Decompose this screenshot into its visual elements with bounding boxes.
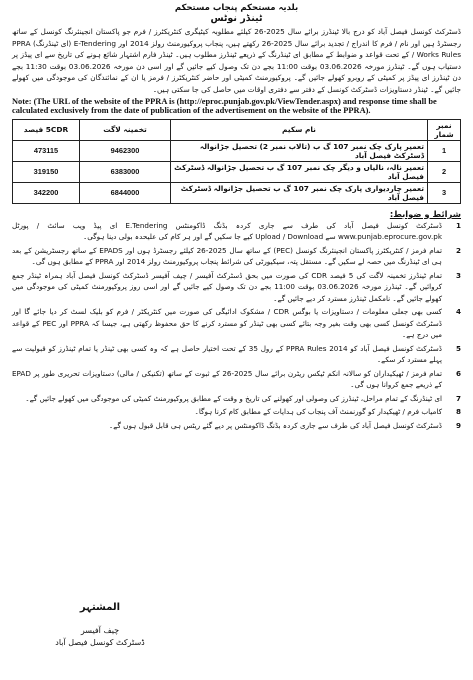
intro-paragraph: ڈسٹرکٹ کونسل فیصل آباد کو درج بالا ٹینڈرز برائے سال 2025-26 کیلئے مطلوبہ کیٹیگری کنٹریکٹرز / فرم جو پاکستان انجینئرنگ کونسل کے ساتھ رجسٹرڈ ہیں اور نام / فرم کا اندراج / تجدید برائے سال 2025-26 رکھتے ہیں، پنجاب پروکیورمنٹ رولز 2014 اور E-Tendering (ای ٹینڈرنگ) PPRA / Works Rules کے تحت قواعد و ضوابط کے مطابق ای ٹینڈرنگ کے ذریعے ٹینڈرز مطلوب ہیں۔ ٹینڈر فارم اشتہار شائع ہونے کی تاریخ سے ای پیڈز پر دستیاب ہوں گے۔ ٹینڈرز مورخہ 03.06.2026 بوقت 11:00 بجے دن تک وصول کیے جائیں گے اور اسی دن مورخہ 03.06.2026 بوقت 11:30 بجے دن ٹینڈرز ای پیڈز پر کمیٹی کے روبرو کھولے جائیں گے۔ پروکیورمنٹ کمیٹی اور حاضر کنٹریکٹرز / فرمز یا ان کے نمائندگان کی موجودگی میں کھولے جائیں گے۔ ٹینڈر دستاویزات ڈسٹرکٹ کونسل کے دفتر سے دفتری اوقات میں حاصل کی جا سکتی ہیں۔ xyxy=(12,27,462,94)
row-scheme-name: تعمیر نالہ، نالیاں و دیگر چک نمبر 107 گ ب تحصیل جڑانوالہ ڈسٹرکٹ فیصل آباد xyxy=(171,161,428,182)
advertiser-label: المشتہر xyxy=(79,602,121,613)
list-item xyxy=(12,270,461,305)
list-item xyxy=(12,245,461,268)
table-row xyxy=(13,182,461,203)
row-cdr: 342200 xyxy=(13,182,80,203)
row-serial: 3 xyxy=(428,182,461,203)
row-serial: 2 xyxy=(428,161,461,182)
row-cdr: 473115 xyxy=(13,140,80,161)
list-item xyxy=(12,393,461,405)
item-text: ڈسٹرکٹ کونسل فیصل آباد کی طرف سے جاری کردہ بڈنگ ڈاکومنٹس E.Tendering ای پیڈ ویب سائٹ / پورٹل www.punjab.eprocure.gov.pk سے Upload / Download کیے جا سکیں گے اور ہر کام کی علیحدہ بولی دینا ہوگی۔ xyxy=(12,220,442,242)
ppra-note: Note: (The URL of the website of the PPRA is (http://eproc.punjab.gov.pk/ViewTender.aspx) and response time shall be calculated exclusively from the date of publication of the advertisement on the website of the PPRA). xyxy=(12,96,437,116)
table-row xyxy=(13,140,461,161)
list-item xyxy=(12,306,461,341)
item-text: ڈسٹرکٹ کونسل فیصل آباد کو PPRA Rules 2014 کے رول 35 کے تحت اختیار حاصل ہے کہ وہ کسی بھی ٹینڈر یا تمام ٹینڈرز کو قبولیت سے پہلے مسترد کر سکے۔ xyxy=(12,343,442,365)
item-number: 4 xyxy=(455,307,461,317)
list-item xyxy=(12,420,461,432)
slogan: بلدیہ مستحکم پنجاب مستحکم xyxy=(174,3,299,13)
header-estimate: تخمینہ لاگت xyxy=(80,119,171,140)
row-scheme-name: تعمیر چاردیواری پارک چک نمبر 107 گ ب تحصیل جڑانوالہ ڈسٹرکٹ فیصل آباد xyxy=(171,182,428,203)
list-item xyxy=(12,368,461,391)
page-title: ٹینڈر نوٹس xyxy=(210,13,263,24)
list-item xyxy=(12,343,461,366)
row-estimate: 6844000 xyxy=(80,182,171,203)
item-number: 3 xyxy=(455,270,461,280)
row-cdr: 319150 xyxy=(13,161,80,182)
row-estimate: 6383000 xyxy=(80,161,171,182)
item-number: 7 xyxy=(455,393,461,403)
item-number: 1 xyxy=(455,220,461,230)
item-text: ڈسٹرکٹ کونسل فیصل آباد کی طرف سے جاری کردہ بڈنگ ڈاکومنٹس پر دیے گئے ریٹس ہی قابل قبول ہوں گے۔ xyxy=(109,420,442,430)
tender-table xyxy=(12,119,461,204)
list-item xyxy=(12,220,461,243)
signatory-office: ڈسٹرکٹ کونسل فیصل آباد xyxy=(55,638,145,647)
row-serial: 1 xyxy=(428,140,461,161)
signatory-designation: چیف آفیسر xyxy=(80,626,120,635)
item-text: تمام ٹینڈرز تخمینہ لاگت کی 5 فیصد CDR کی صورت میں بحق ڈسٹرکٹ آفیسر / چیف آفیسر ڈسٹرکٹ کونسل فیصل آباد ہمراہ ٹینڈر جمع کروائیں گے۔ ٹینڈرز مورخہ 03.06.2026 بوقت 11:00 بجے دن تک وصول کیے جائیں گے اور اسی روز پروکیورمنٹ کمیٹی کی موجودگی میں کھولے جائیں گے۔ نامکمل ٹینڈرز مسترد کر دیے جائیں گے۔ xyxy=(12,270,442,303)
header-serial: نمبر شمار xyxy=(428,119,461,140)
item-text: کامیاب فرم / ٹھیکیدار کو گورنمنٹ آف پنجاب کی ہدایات کے مطابق کام کرنا ہوگا۔ xyxy=(194,407,442,417)
table-header-row xyxy=(13,119,461,140)
header-cdr: 5CDR فیصد xyxy=(13,119,80,140)
conditions-list xyxy=(12,220,461,432)
item-number: 8 xyxy=(455,407,461,417)
conditions-title: شرائط و ضوابط: xyxy=(389,208,461,219)
item-text: ای ٹینڈرنگ کے تمام مراحل، ٹینڈرز کی وصولی اور کھولنے کی تاریخ و وقت کے مطابق پروکیورمنٹ کمیٹی کی موجودگی میں کھولے جائیں گے۔ xyxy=(25,393,442,403)
item-text: تمام فرمز / کنٹریکٹرز پاکستان انجینئرنگ کونسل (PEC) کے ساتھ سال 2025-26 کیلئے رجسٹرڈ ہوں اور EPADS کے ساتھ رجسٹریشن کے بعد ہی ای ٹینڈرنگ میں حصہ لے سکیں گے۔ مستقل پتہ، سیکیورٹی کی شرائط پنجاب پروکیورمنٹ رولز 2014 اور PPRA کے مطابق ہوں گی۔ xyxy=(12,245,443,267)
header-scheme-name: نام سکیم xyxy=(171,119,428,140)
table-row xyxy=(13,161,461,182)
row-estimate: 9462300 xyxy=(80,140,171,161)
item-text: کسی بھی جعلی معلومات / دستاویزات یا بوگس CDR / مشکوک ادائیگی کی صورت میں کنٹریکٹر / فرم کو بلیک لسٹ کر دیا جائے گا اور ڈسٹرکٹ کونسل کسی بھی وقت بغیر وجہ بتائے کسی بھی ٹینڈر کو مسترد کرنے کا حق محفوظ رکھتی ہے، جیسا کہ PPRA اور PEC کے قواعد میں درج ہے۔ xyxy=(12,307,442,340)
signature-block xyxy=(55,601,145,649)
item-number: 5 xyxy=(455,343,461,353)
item-number: 9 xyxy=(455,420,461,430)
item-text: تمام فرمز / ٹھیکیداران کو سالانہ انکم ٹیکس ریٹرن برائے سال 2025-26 کے ثبوت کے ساتھ (تکنیکی / مالی) دستاویزات تحریری طور پر EPAD کے ذریعے جمع کروانا ہوں گی۔ xyxy=(12,368,442,390)
item-number: 2 xyxy=(455,245,461,255)
item-number: 6 xyxy=(455,368,461,378)
row-scheme-name: تعمیر پارک چک نمبر 107 گ ب (تالاب نمبر 2) تحصیل جڑانوالہ ڈسٹرکٹ فیصل آباد xyxy=(171,140,428,161)
list-item xyxy=(12,406,461,418)
